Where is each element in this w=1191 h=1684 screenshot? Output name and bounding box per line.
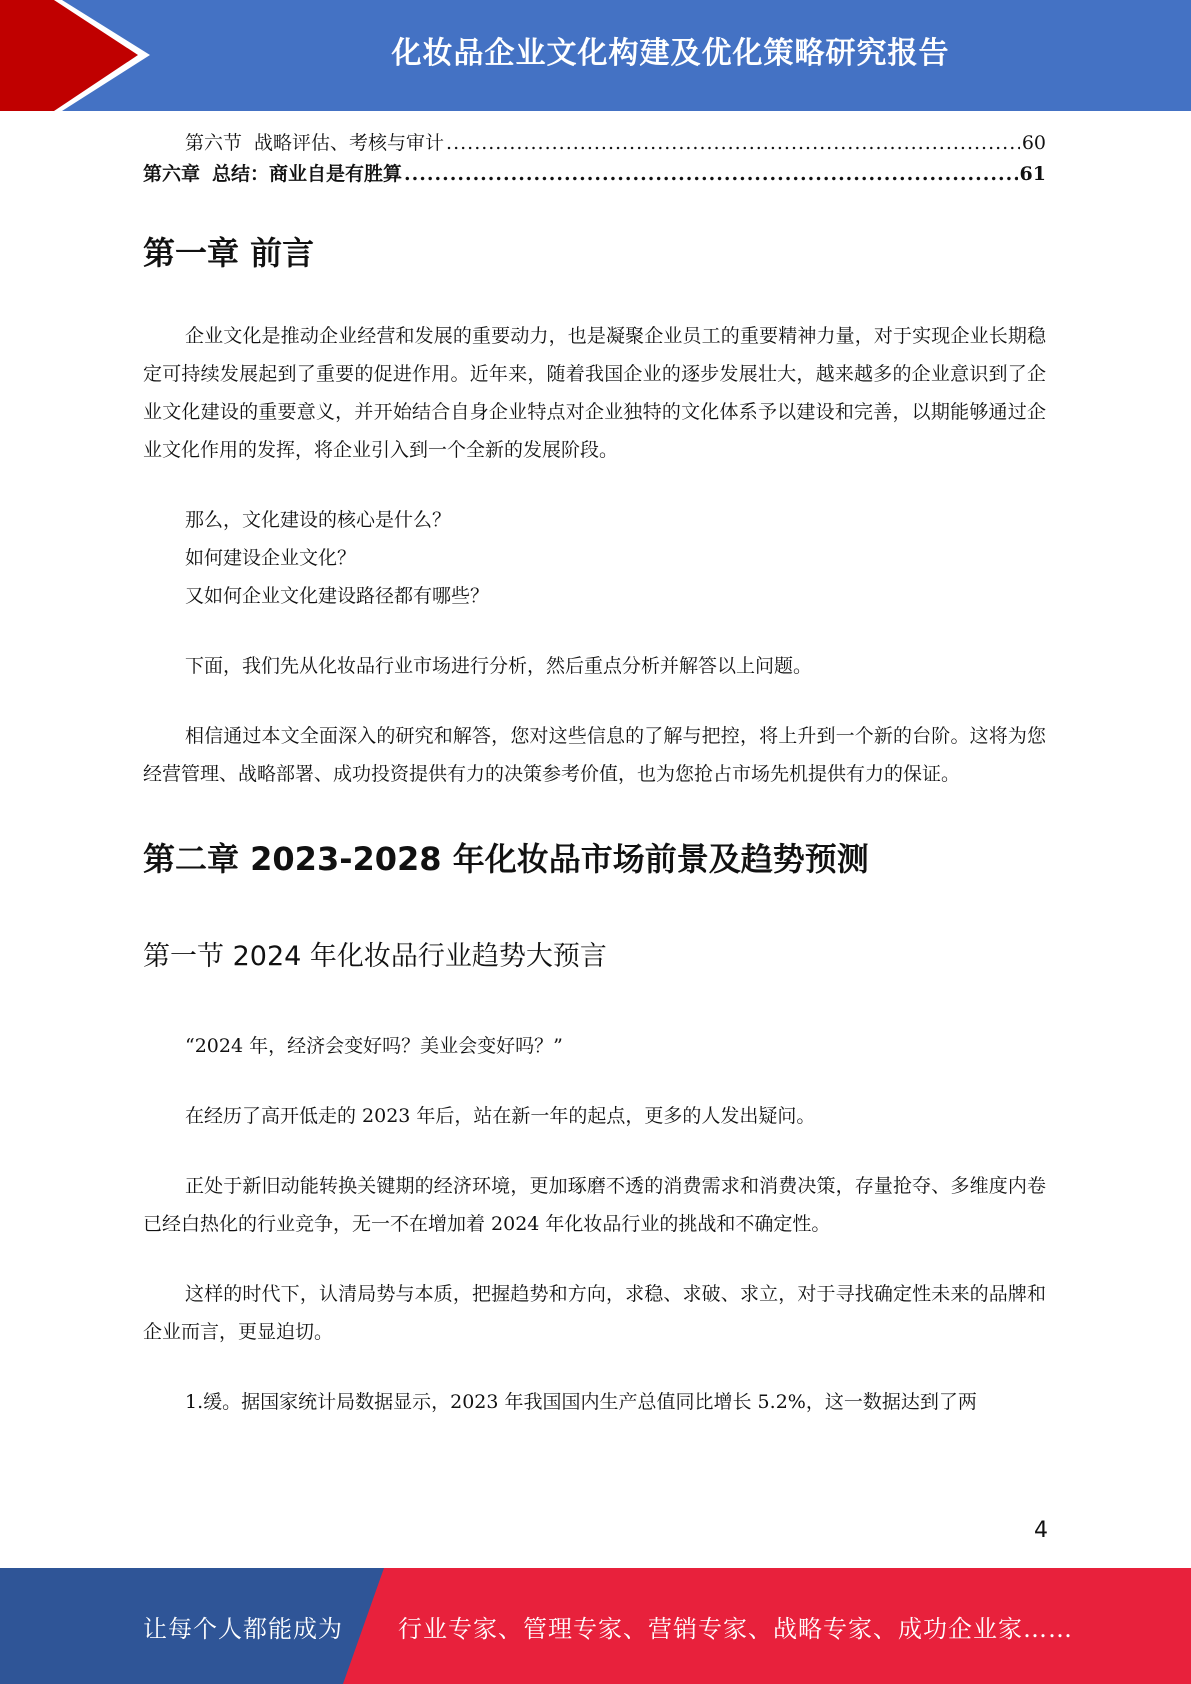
toc-number: 第六章 [143, 163, 201, 185]
header-band [0, 0, 1191, 111]
question-item: 如何建设企业文化？ [185, 547, 357, 569]
question-item: 那么，文化建设的核心是什么？ [185, 509, 452, 531]
chapter-1-paragraph: 相信通过本文全面深入的研究和解答，您对这些信息的了解与把控，将上升到一个新的台阶。这将为您经营管理、战略部署、成功投资提供有力的决策参考价值，也为您抢占市场先机提供有力的保证。 [143, 725, 1046, 785]
question-item: 又如何企业文化建设路径都有哪些？ [185, 585, 490, 607]
toc-leader-dots [404, 159, 1018, 190]
section-paragraph: 在经历了高开低走的 2023 年后，站在新一年的起点，更多的人发出疑问。 [185, 1105, 816, 1127]
page-content [143, 128, 1046, 1421]
toc-page: 61 [1019, 163, 1046, 185]
chapter-1-heading: 第一章 前言 [143, 234, 315, 272]
toc-title: 战略评估、考核与审计 [254, 132, 445, 154]
toc-page: 60 [1021, 132, 1046, 154]
toc-number: 第六节 [185, 132, 243, 154]
chapter-2-heading: 第二章 2023-2028 年化妆品市场前景及趋势预测 [143, 840, 869, 878]
section-paragraph: 这样的时代下，认清局势与本质，把握趋势和方向，求稳、求破、求立，对于寻找确定性未来的品牌和企业而言，更显迫切。 [143, 1283, 1046, 1343]
toc-entry[interactable] [143, 159, 1046, 190]
chapter-1-paragraph: 企业文化是推动企业经营和发展的重要动力，也是凝聚企业员工的重要精神力量，对于实现企业长期稳定可持续发展起到了重要的促进作用。近年来，随着我国企业的逐步发展壮大，越来越多的企业意识到了企业文化建设的重要意义，并开始结合自身企业特点对企业独特的文化体系予以建设和完善，以期能够通过企业文化作用的发挥，将企业引入到一个全新的发展阶段。 [143, 325, 1046, 461]
header-red-arrow-icon [0, 0, 150, 111]
toc-title: 总结：商业自是有胜算 [212, 163, 403, 185]
question-list [143, 501, 1046, 615]
section-paragraph: 正处于新旧动能转换关键期的经济环境，更加琢磨不透的消费需求和消费决策，存量抢夺、多维度内卷已经白热化的行业竞争，无一不在增加着 2024 年化妆品行业的挑战和不确定性。 [143, 1175, 1046, 1235]
section-1-heading: 第一节 2024 年化妆品行业趋势大预言 [143, 941, 607, 972]
report-title: 化妆品企业文化构建及优化策略研究报告 [391, 36, 950, 71]
toc-leader-dots [446, 128, 1020, 159]
footer-slogan-left: 让每个人都能成为 [143, 1614, 343, 1643]
chapter-1-paragraph: 下面，我们先从化妆品行业市场进行分析，然后重点分析并解答以上问题。 [185, 655, 813, 677]
footer-slogan-right: 行业专家、管理专家、营销专家、战略专家、成功企业家…… [398, 1614, 1073, 1643]
section-paragraph: 1.缓。据国家统计局数据显示，2023 年我国国内生产总值同比增长 5.2%，这一数据达到了两 [185, 1391, 977, 1413]
page-number: 4 [1034, 1518, 1048, 1543]
quote-paragraph: “2024 年，经济会变好吗？美业会变好吗？” [185, 1035, 563, 1057]
footer-band [0, 1568, 1191, 1684]
toc-entry[interactable] [143, 128, 1046, 159]
